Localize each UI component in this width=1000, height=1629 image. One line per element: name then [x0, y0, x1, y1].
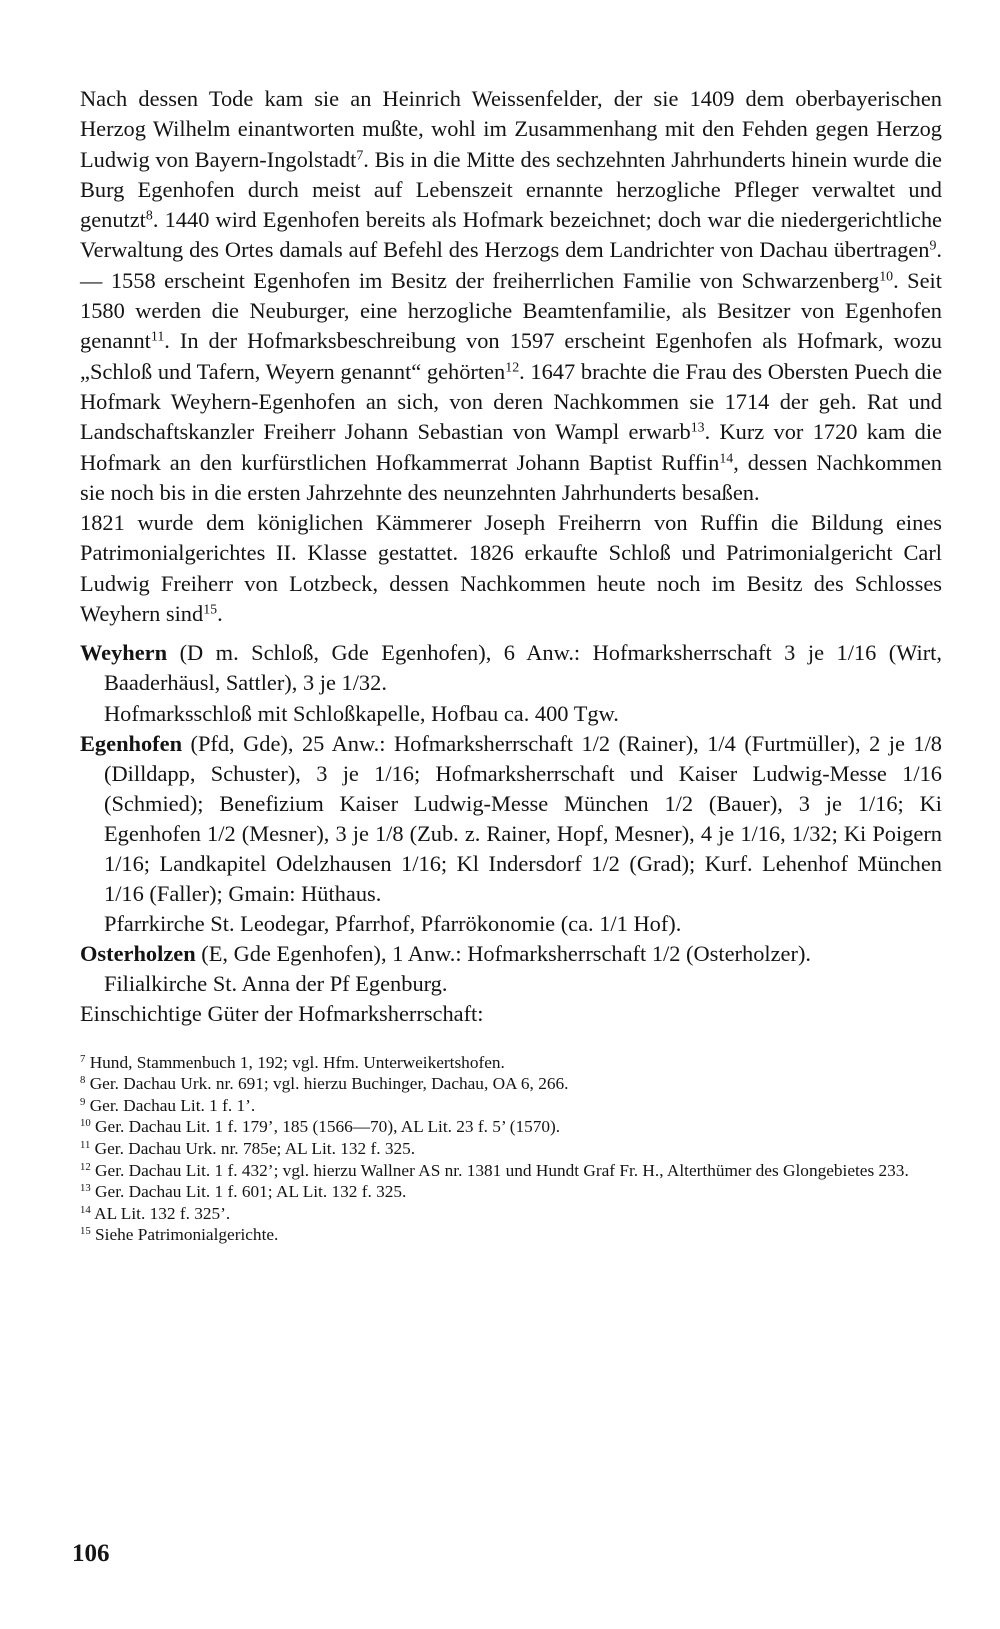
main-text: 1821 wurde dem königlichen Kämmerer Joseph Freiherrn von Ruffin die Bildung eines Patrimonialgerichtes II. Klasse gestattet. 1826 erkaufte Schloß und Patrimonialgericht Carl Ludwig Freiherr von Lotzbeck, dessen Nachkommen heute noch im Besitz des Schlosses Weyhern sind — [80, 510, 942, 627]
place-buildings: Hofmarksschloß mit Schloßkapelle, Hofbau ca. 400 Tgw. — [104, 700, 619, 726]
footnote — [80, 1073, 942, 1095]
footnote-number: 8 — [80, 1074, 86, 1087]
footnote-ref: 9 — [929, 238, 937, 254]
footnote-ref: 8 — [145, 208, 153, 224]
footnote — [80, 1224, 942, 1246]
footnote — [80, 1052, 942, 1074]
place-name: Weyhern — [80, 640, 168, 666]
footnote-number: 7 — [80, 1052, 86, 1065]
footnote-number: 9 — [80, 1095, 86, 1108]
footnote-number: 15 — [80, 1225, 91, 1238]
footnote-text: Ger. Dachau Urk. nr. 691; vgl. hierzu Buchinger, Dachau, OA 6, 266. — [89, 1074, 569, 1094]
footnote-ref: 14 — [719, 450, 734, 466]
main-text: . — [217, 601, 223, 627]
place-buildings: Filialkirche St. Anna der Pf Egenburg. — [104, 971, 448, 997]
footnotes — [80, 1052, 942, 1246]
document-page — [80, 84, 942, 1246]
footnote-text: Ger. Dachau Lit. 1 f. 1’. — [89, 1095, 256, 1115]
footnote-ref: 13 — [690, 420, 705, 436]
main-text: . Kurz vor 1720 kam die Hofmark an den kurfürstlichen Hofkammerrat Johann Baptist Ruffin — [80, 419, 942, 475]
place-description: (Pfd, Gde), 25 Anw.: Hofmarksherrschaft 1/2 (Rainer), 1/4 (Furtmüller), 2 je 1/8 (Dilldapp, Schuster), 3 je 1/16; Hofmarksherrschaft und Kaiser Ludwig-Messe 1/16 (Schmied); Benefizium Kaiser Ludwig-Messe München 1/2 (Bauer), 3 je 1/16; Ki Egenhofen 1/2 (Mesner), 3 je 1/8 (Zub. z. Rainer, Hopf, Mesner), 4 je 1/16, 1/32; Ki Poigern 1/16; Landkapitel Odelzhausen 1/16; Kl Indersdorf 1/2 (Grad); Kurf. Lehenhof München 1/16 (Faller); Gmain: Hüthaus. — [104, 730, 942, 907]
footnote-ref: 10 — [879, 269, 894, 285]
place-entry — [80, 729, 942, 940]
main-paragraph — [80, 84, 942, 629]
place-entries — [80, 638, 942, 1029]
footnote-text: Ger. Dachau Lit. 1 f. 179’, 185 (1566—70), AL Lit. 23 f. 5’ (1570). — [95, 1117, 561, 1137]
footnote — [80, 1160, 942, 1182]
place-name: Egenhofen — [80, 730, 183, 756]
footnote — [80, 1116, 942, 1138]
footnote-number: 13 — [80, 1182, 91, 1195]
footnote — [80, 1138, 942, 1160]
footnote-ref: 12 — [505, 360, 520, 376]
main-text: Nach dessen Tode kam sie an Heinrich Weissenfelder, der sie 1409 dem oberbayerischen Herzog Wilhelm einantworten mußte, wohl im Zusammenhang mit den Fehden gegen Herzog Ludwig von Bayern-Ingolstadt — [80, 86, 942, 172]
main-text: . Bis in die Mitte des sechzehnten Jahrhunderts hinein wurde die Burg Egenhofen durch meist auf Lebenszeit ernannte herzogliche Pfleger verwaltet und genutzt — [80, 146, 942, 233]
footnote-number: 11 — [80, 1139, 91, 1152]
page-number: 106 — [72, 1540, 110, 1567]
main-text: , dessen Nachkommen sie noch bis in die ersten Jahrzehnte des neunzehnten Jahrhunderts besaßen. — [80, 449, 942, 505]
main-text: . In der Hofmarksbeschreibung von 1597 erscheint Egenhofen als Hofmark, wozu „Schloß und Tafern, Weyern genannt“ gehörten — [80, 328, 942, 384]
main-text: . 1440 wird Egenhofen bereits als Hofmark bezeichnet; doch war die niedergerichtliche Verwaltung des Ortes damals auf Befehl des Herzogs dem Landrichter von Dachau übertragen — [80, 207, 942, 263]
footnote-ref: 15 — [203, 602, 218, 618]
footnote-number: 10 — [80, 1117, 91, 1130]
closing-line: Einschichtige Güter der Hofmarksherrschaft: — [80, 1001, 484, 1027]
footnote-ref: 7 — [356, 147, 364, 163]
footnote-number: 14 — [80, 1203, 91, 1216]
main-text: . — 1558 erscheint Egenhofen im Besitz der freiherrlichen Familie von Schwarzenberg — [80, 237, 942, 293]
footnote-text: Siehe Patrimonialgerichte. — [95, 1225, 279, 1245]
footnote-ref: 11 — [150, 329, 165, 345]
footnote-text: Hund, Stammenbuch 1, 192; vgl. Hfm. Unterweikertshofen. — [89, 1052, 505, 1072]
place-entry — [80, 939, 942, 999]
footnote-text: Ger. Dachau Lit. 1 f. 432’; vgl. hierzu Wallner AS nr. 1381 und Hundt Graf Fr. H., Alterthümer des Glongebietes 233. — [95, 1160, 909, 1180]
place-description: (D m. Schloß, Gde Egenhofen), 6 Anw.: Hofmarksherrschaft 3 je 1/16 (Wirt, Baaderhäusl, Sattler), 3 je 1/32. — [104, 640, 942, 696]
footnote-text: Ger. Dachau Lit. 1 f. 601; AL Lit. 132 f. 325. — [95, 1182, 407, 1202]
place-entry — [80, 638, 942, 728]
footnote-number: 12 — [80, 1160, 91, 1173]
footnote — [80, 1203, 942, 1225]
footnote-text: Ger. Dachau Urk. nr. 785e; AL Lit. 132 f. 325. — [94, 1138, 416, 1158]
place-name: Osterholzen — [80, 941, 196, 967]
main-text: . Seit 1580 werden die Neuburger, eine herzogliche Beamtenfamilie, als Besitzer von Egenhofen genannt — [80, 267, 942, 354]
place-description: (E, Gde Egenhofen), 1 Anw.: Hofmarksherrschaft 1/2 (Osterholzer). — [195, 941, 811, 967]
main-text: . 1647 brachte die Frau des Obersten Puech die Hofmark Weyhern-Egenhofen an sich, von deren Nachkommen sie 1714 der geh. Rat und Landschaftskanzler Freiherr Johann Sebastian von Wampl erwarb — [80, 358, 943, 445]
footnote — [80, 1181, 942, 1203]
footnote-text: AL Lit. 132 f. 325’. — [94, 1203, 231, 1223]
footnote — [80, 1095, 942, 1117]
place-buildings: Pfarrkirche St. Leodegar, Pfarrhof, Pfarrökonomie (ca. 1/1 Hof). — [104, 911, 682, 937]
